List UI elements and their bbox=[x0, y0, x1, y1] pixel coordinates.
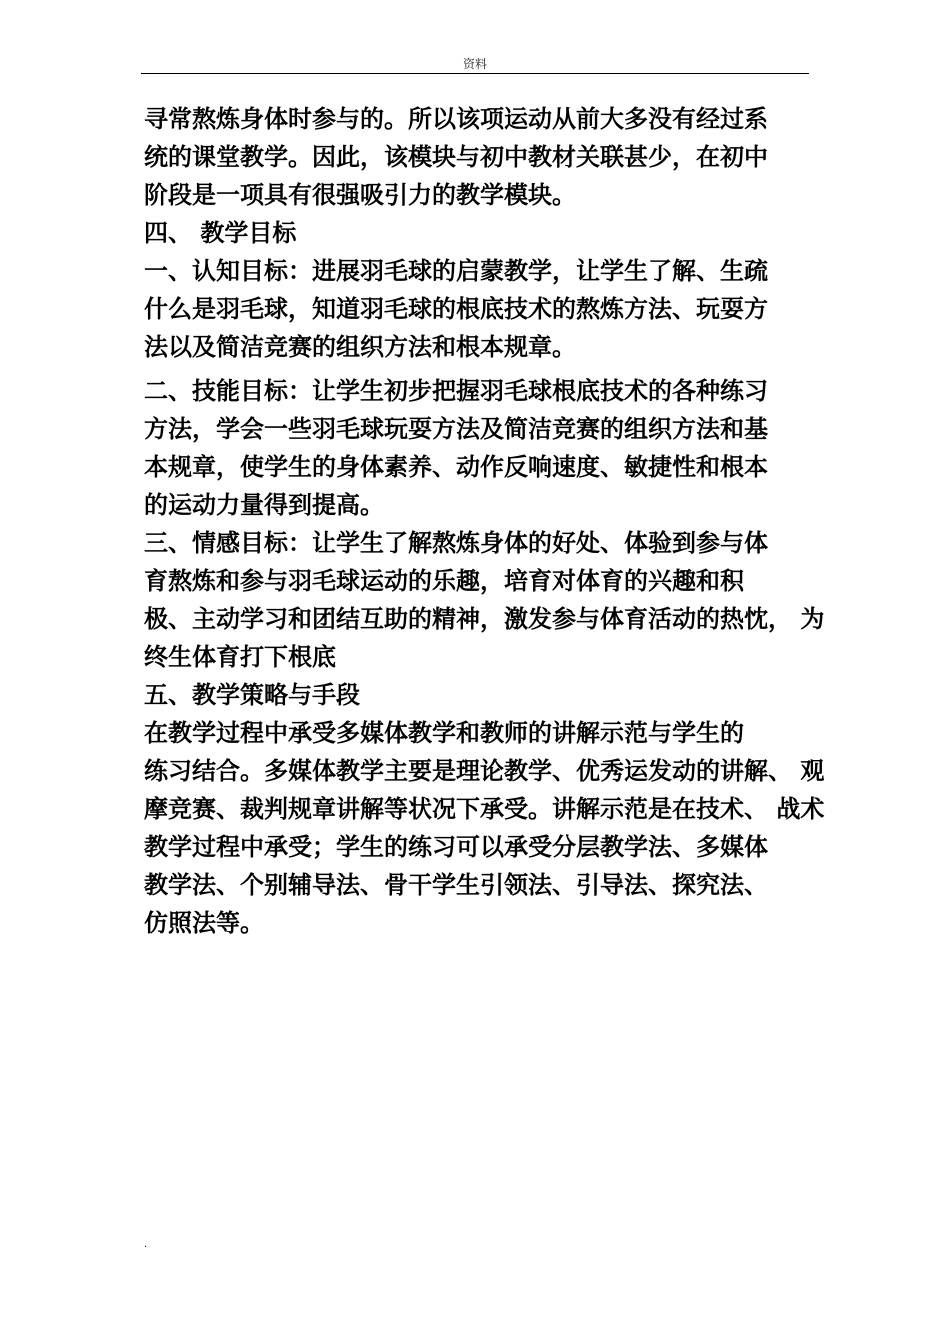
paragraph-line: 教学法、个别辅导法、骨干学生引领法、引导法、探究法、 bbox=[144, 871, 768, 899]
footer-mark: . bbox=[144, 1239, 148, 1250]
paragraph-line: 什么是羽毛球，知道羽毛球的根底技术的熬炼方法、玩耍方 bbox=[144, 295, 768, 323]
paragraph-line: 寻常熬炼身体时参与的。所以该项运动从前大多没有经过系 bbox=[144, 105, 768, 133]
paragraph-line: 终生体育打下根底 bbox=[144, 643, 336, 671]
paragraph-line: 在教学过程中承受多媒体教学和教师的讲解示范与学生的 bbox=[144, 719, 744, 747]
paragraph-line: 练习结合。多媒体教学主要是理论教学、优秀运发动的讲解、 观 bbox=[144, 757, 825, 785]
paragraph-line: 摩竞赛、裁判规章讲解等状况下承受。讲解示范是在技术、 战术 bbox=[144, 795, 825, 823]
section-heading: 五、教学策略与手段 bbox=[144, 681, 360, 709]
paragraph-line: 统的课堂教学。因此，该模块与初中教材关联甚少，在初中 bbox=[144, 143, 768, 171]
paragraph-line: 仿照法等。 bbox=[144, 909, 264, 937]
paragraph-line: 的运动力量得到提高。 bbox=[144, 491, 384, 519]
paragraph-line: 三、情感目标：让学生了解熬炼身体的好处、体验到参与体 bbox=[144, 529, 768, 557]
page-header bbox=[141, 56, 809, 74]
paragraph-line: 教学过程中承受；学生的练习可以承受分层教学法、多媒体 bbox=[144, 833, 768, 861]
section-heading: 四、 教学目标 bbox=[144, 219, 297, 247]
paragraph-line: 二、技能目标：让学生初步把握羽毛球根底技术的各种练习 bbox=[144, 377, 768, 405]
document-body bbox=[144, 100, 825, 942]
paragraph-line: 极、主动学习和团结互助的精神，激发参与体育活动的热忱， 为 bbox=[144, 605, 825, 633]
paragraph-line: 育熬炼和参与羽毛球运动的乐趣，培育对体育的兴趣和积 bbox=[144, 567, 744, 595]
paragraph-line: 本规章，使学生的身体素养、动作反响速度、敏捷性和根本 bbox=[144, 453, 768, 481]
paragraph-line: 一、认知目标：进展羽毛球的启蒙教学，让学生了解、生疏 bbox=[144, 257, 768, 285]
paragraph-line: 法以及简洁竞赛的组织方法和根本规章。 bbox=[144, 333, 576, 361]
paragraph-line: 方法，学会一些羽毛球玩耍方法及简洁竞赛的组织方法和基 bbox=[144, 415, 768, 443]
paragraph-line: 阶段是一项具有很强吸引力的教学模块。 bbox=[144, 181, 576, 209]
header-title: 资料 bbox=[462, 57, 487, 71]
